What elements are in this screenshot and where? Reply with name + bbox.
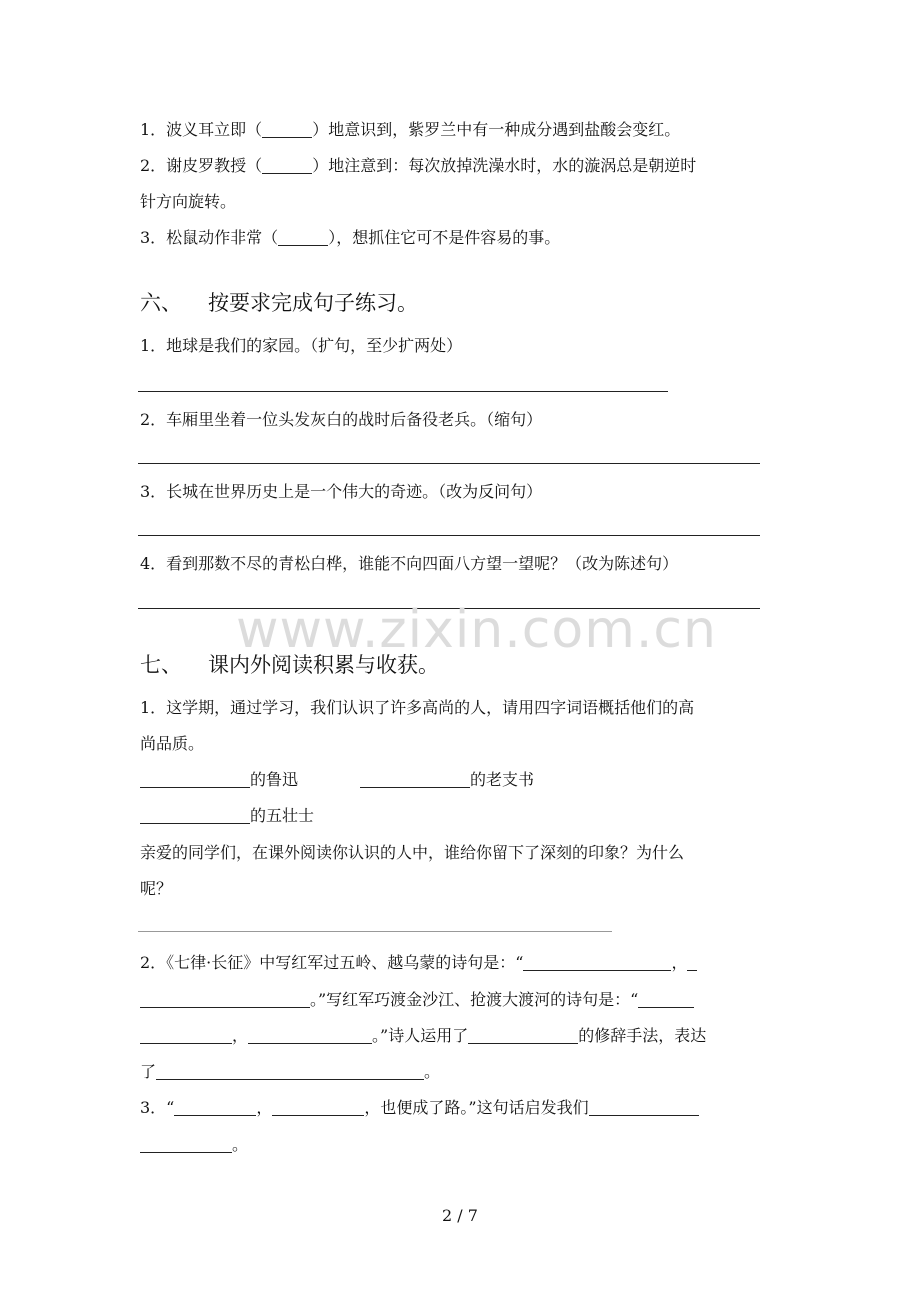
reading-question-1: 1．这学期，通过学习，我们认识了许多高尚的人，请用四字词语概括他们的高 — [140, 698, 695, 717]
blank[interactable] — [589, 1099, 699, 1116]
sentence-question-2: 2．车厢里坐着一位头发灰白的战时后备役老兵。（缩句） — [140, 410, 543, 429]
blank[interactable] — [140, 771, 250, 788]
blank[interactable] — [174, 1099, 256, 1116]
answer-line-1[interactable] — [138, 391, 668, 392]
reading-extra-question-cont: 呢？ — [140, 879, 173, 898]
fill-label: 的老支书 — [470, 770, 535, 789]
blank[interactable] — [140, 807, 250, 824]
blank[interactable] — [687, 954, 697, 971]
reading-question-1-cont: 尚品质。 — [140, 734, 205, 753]
answer-line-5[interactable] — [138, 931, 612, 932]
road-question-line-2 — [140, 1135, 248, 1155]
fill-question-2 — [140, 156, 696, 176]
blank[interactable] — [278, 229, 328, 246]
blank[interactable] — [523, 954, 671, 971]
fill-label: 的五壮士 — [250, 806, 315, 825]
blank[interactable] — [360, 771, 470, 788]
fill-row-2 — [140, 806, 314, 826]
blank[interactable] — [140, 1136, 232, 1153]
blank[interactable] — [468, 1027, 578, 1044]
question-text: ， — [671, 953, 688, 972]
poem-question-line-3 — [140, 1026, 706, 1046]
section-number: 六、 — [140, 291, 182, 315]
question-text: 3．松鼠动作非常（ — [140, 228, 279, 247]
blank[interactable] — [272, 1099, 364, 1116]
question-text: 了 — [140, 1062, 157, 1081]
reading-extra-question: 亲爱的同学们，在课外阅读你认识的人中，谁给你留下了深刻的印象？为什么 — [140, 843, 685, 862]
question-text: 3．“ — [140, 1098, 175, 1117]
sentence-question-3: 3．长城在世界历史上是一个伟大的奇迹。（改为反问句） — [140, 482, 543, 501]
question-text: ），想抓住它可不是件容易的事。 — [328, 228, 561, 247]
section-title: 按要求完成句子练习。 — [208, 291, 418, 315]
question-text: 1．波义耳立即（ — [140, 120, 263, 139]
blank[interactable] — [262, 157, 312, 174]
blank[interactable] — [248, 1027, 372, 1044]
section-7-heading — [140, 652, 439, 678]
poem-question-line-1 — [140, 953, 697, 973]
question-text: 2．《七律·长征》中写红军过五岭、越乌蒙的诗句是：“ — [140, 953, 524, 972]
section-6-heading — [140, 290, 418, 316]
watermark: www.zixin.com.cn — [236, 600, 717, 660]
blank[interactable] — [140, 991, 310, 1008]
sentence-question-4: 4．看到那数不尽的青松白桦，谁能不向四面八方望一望呢？（改为陈述句） — [140, 554, 679, 573]
poem-question-line-2 — [140, 990, 694, 1010]
question-text: ）地意识到，紫罗兰中有一种成分遇到盐酸会变红。 — [312, 120, 681, 139]
answer-line-3[interactable] — [138, 535, 760, 536]
blank[interactable] — [156, 1063, 424, 1080]
fill-row-1 — [140, 770, 534, 790]
question-text: ， — [232, 1026, 249, 1045]
blank[interactable] — [638, 991, 694, 1008]
question-text: 的修辞手法，表达 — [578, 1026, 707, 1045]
page-number: 2 / 7 — [442, 1206, 478, 1225]
question-text: 。”诗人运用了 — [372, 1026, 469, 1045]
section-title: 课内外阅读积累与收获。 — [208, 653, 439, 677]
question-text: ，也便成了路。”这句话启发我们 — [364, 1098, 589, 1117]
poem-question-line-4 — [140, 1062, 440, 1082]
sentence-question-1: 1．地球是我们的家园。（扩句，至少扩两处） — [140, 336, 463, 355]
question-text: ）地注意到：每次放掉洗澡水时，水的漩涡总是朝逆时 — [312, 156, 697, 175]
blank[interactable] — [140, 1027, 232, 1044]
answer-line-2[interactable] — [138, 463, 760, 464]
fill-question-2-cont: 针方向旋转。 — [140, 192, 237, 211]
question-text: 。 — [232, 1135, 249, 1154]
fill-label: 的鲁迅 — [250, 770, 299, 789]
question-text: 。”写红军巧渡金沙江、抢渡大渡河的诗句是：“ — [310, 990, 639, 1009]
section-number: 七、 — [140, 653, 182, 677]
question-text: 2．谢皮罗教授（ — [140, 156, 263, 175]
blank[interactable] — [262, 121, 312, 138]
fill-question-3 — [140, 228, 560, 248]
fill-question-1 — [140, 120, 680, 140]
road-question-line-1 — [140, 1098, 699, 1118]
question-text: ， — [256, 1098, 273, 1117]
question-text: 。 — [424, 1062, 441, 1081]
